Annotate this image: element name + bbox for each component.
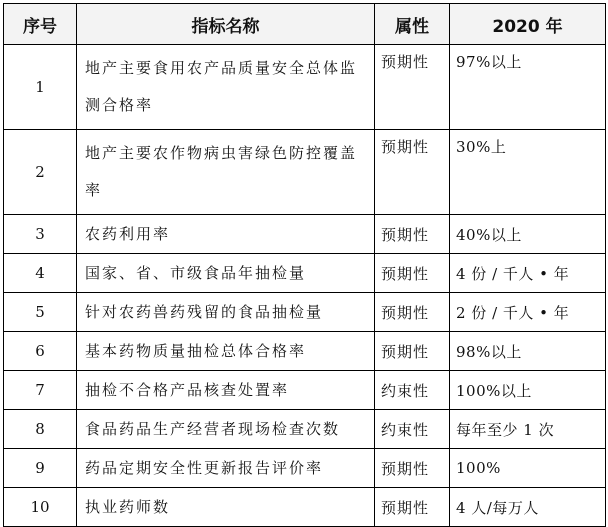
table-row: [4, 254, 606, 293]
row-name: 药品定期安全性更新报告评价率: [77, 449, 375, 488]
row-name: 执业药师数: [77, 488, 375, 527]
row-attr: 预期性: [375, 215, 450, 254]
row-attr: 预期性: [375, 332, 450, 371]
row-target: 100%以上: [450, 371, 606, 410]
row-name: 地产主要食用农产品质量安全总体监测合格率: [77, 45, 375, 130]
row-attr: 预期性: [375, 488, 450, 527]
header-name: 指标名称: [77, 4, 375, 45]
table-row: [4, 371, 606, 410]
row-no: 5: [4, 293, 77, 332]
row-name: 农药利用率: [77, 215, 375, 254]
header-no: 序号: [4, 4, 77, 45]
row-target: 4 份 / 千人 • 年: [450, 254, 606, 293]
table-row: [4, 410, 606, 449]
row-target: 4 人/每万人: [450, 488, 606, 527]
row-target: 40%以上: [450, 215, 606, 254]
row-name: 食品药品生产经营者现场检查次数: [77, 410, 375, 449]
row-attr: 约束性: [375, 410, 450, 449]
row-target: 98%以上: [450, 332, 606, 371]
row-no: 3: [4, 215, 77, 254]
header-target: 2020 年: [450, 4, 606, 45]
row-target: 100%: [450, 449, 606, 488]
table-row: [4, 215, 606, 254]
row-attr: 预期性: [375, 254, 450, 293]
row-attr: 预期性: [375, 130, 450, 215]
header-attr: 属性: [375, 4, 450, 45]
table-row: [4, 449, 606, 488]
table-row: [4, 488, 606, 527]
row-attr: 约束性: [375, 371, 450, 410]
row-attr: 预期性: [375, 45, 450, 130]
row-name: 抽检不合格产品核查处置率: [77, 371, 375, 410]
indicator-table: [3, 3, 606, 527]
row-no: 9: [4, 449, 77, 488]
row-target: 97%以上: [450, 45, 606, 130]
row-target: 30%上: [450, 130, 606, 215]
row-name: 地产主要农作物病虫害绿色防控覆盖率: [77, 130, 375, 215]
table-row: [4, 293, 606, 332]
row-no: 4: [4, 254, 77, 293]
row-no: 8: [4, 410, 77, 449]
table-row: [4, 332, 606, 371]
table-row: [4, 130, 606, 215]
row-attr: 预期性: [375, 293, 450, 332]
row-name: 针对农药兽药残留的食品抽检量: [77, 293, 375, 332]
row-attr: 预期性: [375, 449, 450, 488]
row-no: 6: [4, 332, 77, 371]
row-target: 2 份 / 千人 • 年: [450, 293, 606, 332]
table-header-row: [4, 4, 606, 45]
row-no: 7: [4, 371, 77, 410]
row-no: 10: [4, 488, 77, 527]
table-row: [4, 45, 606, 130]
row-no: 1: [4, 45, 77, 130]
row-name: 国家、省、市级食品年抽检量: [77, 254, 375, 293]
row-target: 每年至少 1 次: [450, 410, 606, 449]
row-name: 基本药物质量抽检总体合格率: [77, 332, 375, 371]
row-no: 2: [4, 130, 77, 215]
